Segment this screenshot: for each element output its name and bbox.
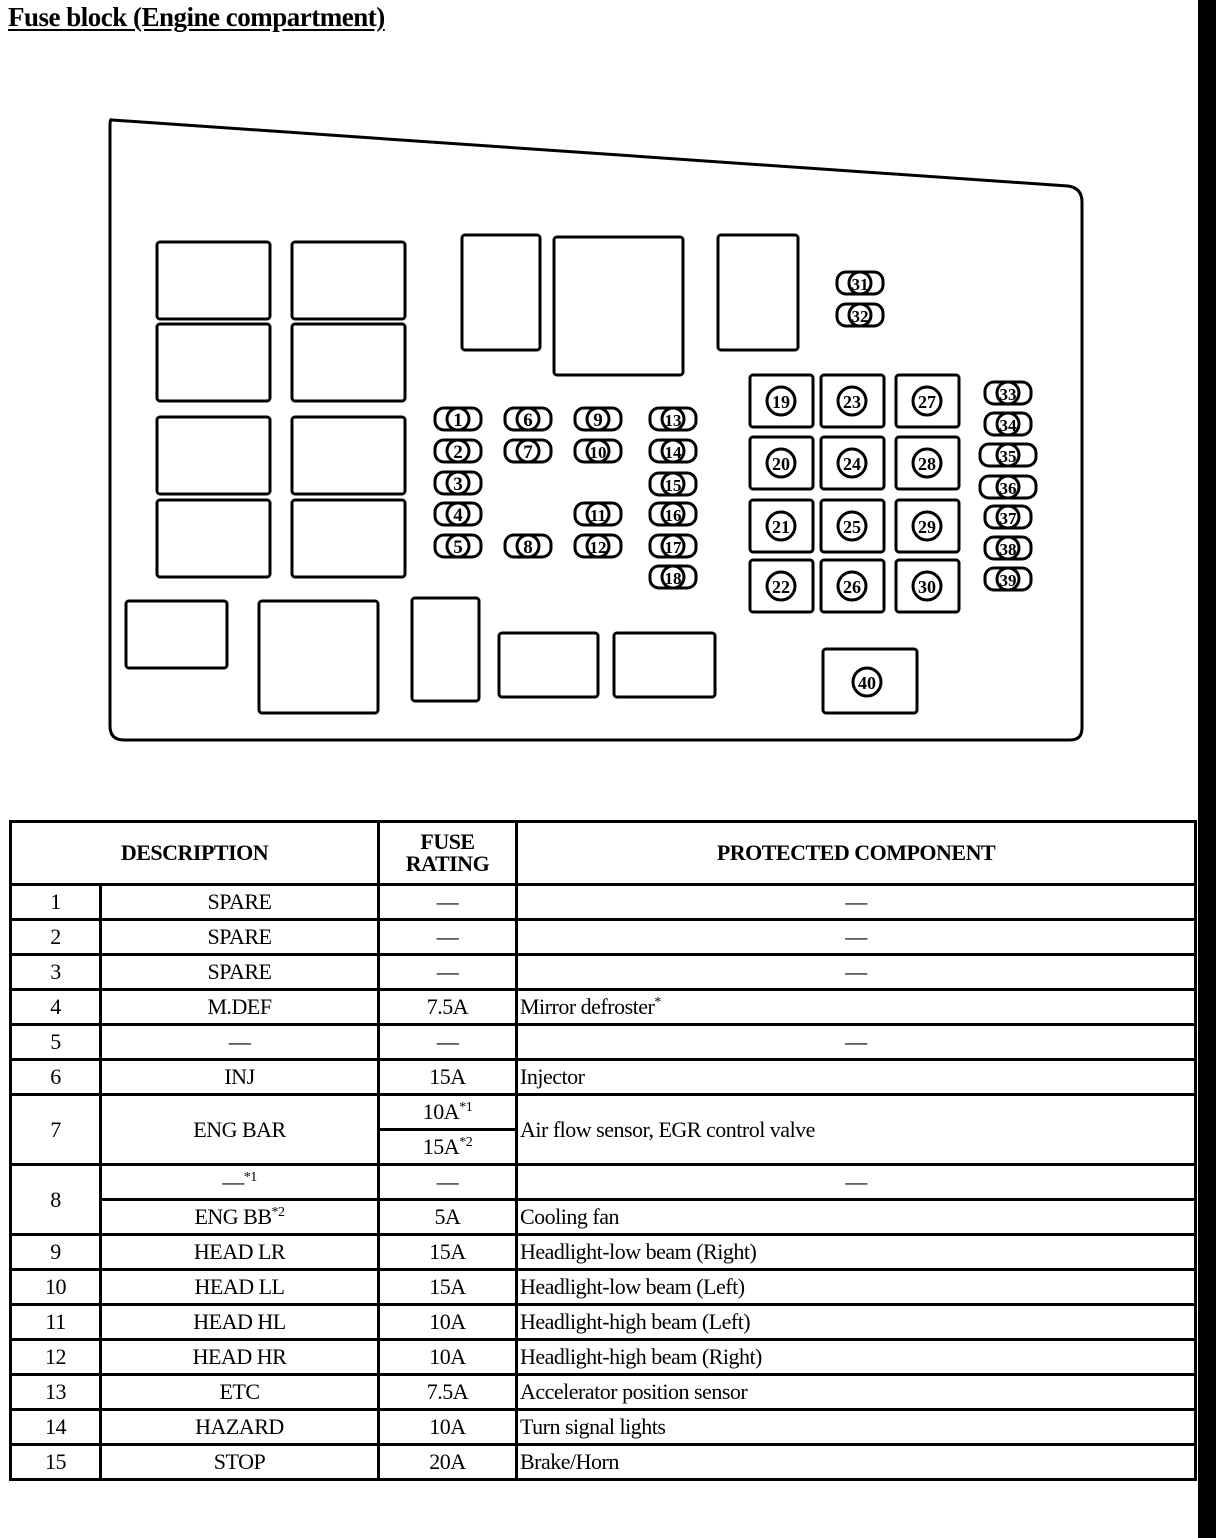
fuse-desc: ETC: [101, 1375, 379, 1410]
fuse-table: [9, 820, 1197, 1481]
fuse-number: 13: [664, 411, 682, 430]
fuse-no: 14: [11, 1410, 101, 1445]
fuse-component: Headlight-low beam (Left): [517, 1270, 1196, 1305]
fuse-rating: —: [379, 1165, 517, 1200]
fuse-component: —: [517, 955, 1196, 990]
fuse-component: Brake/Horn: [517, 1445, 1196, 1480]
fuse-number: 1: [453, 410, 463, 431]
fuse-rating: 10A: [379, 1340, 517, 1375]
fuse-rating: [379, 1095, 517, 1130]
fuse-number: 37: [999, 509, 1017, 528]
fuse-number: 36: [999, 479, 1017, 498]
rating-text: 15A: [422, 1134, 460, 1159]
fuse-number: 12: [589, 538, 607, 557]
table-row: [11, 885, 1196, 920]
fuse-desc: HEAD HR: [101, 1340, 379, 1375]
fuse-component: Turn signal lights: [517, 1410, 1196, 1445]
fuse-component: Injector: [517, 1060, 1196, 1095]
fuse-no: 11: [11, 1305, 101, 1340]
desc-text: —: [222, 1169, 244, 1194]
fuse-15: [650, 473, 696, 495]
fuse-30: [896, 560, 959, 612]
fuse-no: 5: [11, 1025, 101, 1060]
rating-text: 10A: [422, 1099, 460, 1124]
fuse-16: [650, 503, 696, 525]
fuse-number: 4: [453, 505, 463, 526]
relay-box: [126, 601, 227, 668]
fuse-rating: 20A: [379, 1445, 517, 1480]
fuse-number: 20: [772, 454, 790, 474]
table-header-row: [11, 822, 1196, 885]
table-row: [11, 920, 1196, 955]
header-fuse-rating: [379, 822, 517, 885]
fuse-35: [980, 444, 1036, 466]
table-row: [11, 1270, 1196, 1305]
table-row: [11, 1410, 1196, 1445]
fuse-component: Headlight-high beam (Left): [517, 1305, 1196, 1340]
fuse-rating: —: [379, 885, 517, 920]
relay-box: [462, 235, 540, 350]
fuse-23: [821, 375, 884, 427]
fuse-number: 21: [772, 517, 790, 537]
fuse-desc: —: [101, 1025, 379, 1060]
fuse-desc: [101, 1165, 379, 1200]
fuse-desc: ENG BAR: [101, 1095, 379, 1165]
table-row: [11, 1025, 1196, 1060]
fuse-25: [821, 500, 884, 552]
fuse-number: 31: [851, 275, 869, 294]
fuse-number: 7: [523, 442, 533, 463]
fuse-component: Cooling fan: [517, 1200, 1196, 1235]
header-rating-line2: RATING: [405, 851, 490, 876]
fuse-no: 6: [11, 1060, 101, 1095]
table-row: [11, 1375, 1196, 1410]
fuse-21: [750, 500, 813, 552]
relay-box: [554, 237, 683, 375]
table-row: [11, 955, 1196, 990]
fuse-no: 12: [11, 1340, 101, 1375]
fuse-number: 14: [664, 443, 682, 462]
fuse-4: [435, 503, 481, 526]
fuse-number: 39: [999, 571, 1017, 590]
relay-box: [292, 242, 405, 319]
fuse-number: 22: [772, 577, 790, 597]
table-row: [11, 990, 1196, 1025]
fuse-number: 32: [851, 307, 869, 326]
fuse-rating: —: [379, 1025, 517, 1060]
fuse-rating: —: [379, 955, 517, 990]
fuse-number: 38: [999, 540, 1017, 559]
fuse-desc: HEAD HL: [101, 1305, 379, 1340]
component-text: Mirror defroster: [520, 994, 655, 1019]
fuse-8: [505, 535, 551, 558]
fuse-component: [517, 990, 1196, 1025]
fuse-number: 40: [858, 673, 876, 693]
fuse-40: [823, 649, 917, 713]
fuse-number: 33: [999, 385, 1017, 404]
fuse-no: 1: [11, 885, 101, 920]
fuse-number: 19: [772, 392, 790, 412]
fuse-rating: 7.5A: [379, 990, 517, 1025]
fuse-no: 8: [11, 1165, 101, 1235]
fuse-desc: SPARE: [101, 885, 379, 920]
table-row: [11, 1200, 1196, 1235]
fuse-24: [821, 437, 884, 489]
footnote-mark: *2: [271, 1205, 285, 1220]
fuse-number: 26: [843, 577, 861, 597]
relay-box: [292, 500, 405, 577]
table-row: [11, 1060, 1196, 1095]
fuse-no: 15: [11, 1445, 101, 1480]
fuse-no: 7: [11, 1095, 101, 1165]
fuse-rating: 15A: [379, 1270, 517, 1305]
fuse-18: [650, 566, 696, 588]
relay-box: [292, 324, 405, 401]
fuse-component: —: [517, 1165, 1196, 1200]
fuse-number: 10: [589, 443, 607, 462]
fuse-number: 11: [589, 506, 607, 525]
fuse-number: 28: [918, 454, 936, 474]
page-title: Fuse block (Engine compartment): [8, 2, 385, 32]
table-row: [11, 1305, 1196, 1340]
fuse-37: [985, 506, 1031, 528]
fuse-component: Headlight-low beam (Right): [517, 1235, 1196, 1270]
relay-box: [412, 598, 479, 701]
fuse-number: 8: [523, 537, 533, 558]
fuse-rating: 10A: [379, 1410, 517, 1445]
table-row: [11, 1340, 1196, 1375]
fuse-component: —: [517, 1025, 1196, 1060]
fuse-number: 30: [918, 577, 936, 597]
relay-box: [157, 500, 270, 577]
fuse-9: [575, 408, 621, 431]
relay-box: [718, 235, 798, 350]
relay-box: [157, 242, 270, 319]
fuse-number: 5: [453, 537, 463, 558]
fuse-13: [650, 408, 696, 430]
fuse-rating: 7.5A: [379, 1375, 517, 1410]
fuse-14: [650, 440, 696, 462]
fuse-number: 3: [453, 474, 463, 495]
footnote-mark: *1: [243, 1170, 257, 1185]
fuse-2: [435, 440, 481, 463]
fuse-number: 35: [999, 447, 1017, 466]
fuse-desc: [101, 1200, 379, 1235]
fuse-desc: INJ: [101, 1060, 379, 1095]
relay-box: [157, 417, 270, 494]
fuse-component: —: [517, 885, 1196, 920]
fuse-no: 4: [11, 990, 101, 1025]
fuse-rating: [379, 1130, 517, 1165]
fuse-desc: HEAD LL: [101, 1270, 379, 1305]
fuse-no: 13: [11, 1375, 101, 1410]
table-row: [11, 1445, 1196, 1480]
fuse-number: 9: [593, 410, 603, 431]
fuse-number: 16: [664, 506, 682, 525]
fuse-no: 10: [11, 1270, 101, 1305]
fuse-number: 27: [918, 392, 936, 412]
fuse-desc: HAZARD: [101, 1410, 379, 1445]
fuse-rating: 10A: [379, 1305, 517, 1340]
fuse-20: [750, 437, 813, 489]
fuse-number: 25: [843, 517, 861, 537]
footnote-mark: *2: [459, 1135, 473, 1150]
fuse-22: [750, 560, 813, 612]
fuse-component: —: [517, 920, 1196, 955]
relay-box: [292, 417, 405, 494]
fuse-27: [896, 375, 959, 427]
header-description: DESCRIPTION: [11, 822, 379, 885]
fuse-rating: 5A: [379, 1200, 517, 1235]
relay-box: [157, 324, 270, 401]
fuse-10: [575, 440, 621, 462]
fuse-number: 24: [843, 454, 861, 474]
fuse-number: 17: [664, 538, 682, 557]
footnote-mark: *1: [459, 1100, 473, 1115]
fuse-11: [575, 503, 621, 525]
fuse-17: [650, 535, 696, 557]
fuse-3: [435, 472, 481, 495]
fuse-number: 34: [999, 416, 1017, 435]
header-protected-component: PROTECTED COMPONENT: [517, 822, 1196, 885]
footnote-mark: *: [654, 995, 661, 1010]
fuse-desc: SPARE: [101, 920, 379, 955]
fuse-number: 29: [918, 517, 936, 537]
fuse-28: [896, 437, 959, 489]
table-row: [11, 1235, 1196, 1270]
fuse-number: 2: [453, 442, 463, 463]
fuse-number: 6: [523, 410, 533, 431]
table-row: [11, 1165, 1196, 1200]
fuse-32: [837, 304, 883, 326]
fuse-number: 15: [664, 476, 682, 495]
fuse-desc: SPARE: [101, 955, 379, 990]
fuse-31: [837, 272, 883, 294]
fuse-12: [575, 535, 621, 557]
fuse-component: Air flow sensor, EGR control valve: [517, 1095, 1196, 1165]
fuse-29: [896, 500, 959, 552]
fuse-38: [985, 537, 1031, 559]
table-row: [11, 1095, 1196, 1130]
fuse-desc: STOP: [101, 1445, 379, 1480]
fuse-36: [980, 476, 1036, 498]
fuse-33: [985, 382, 1031, 404]
fuse-5: [435, 535, 481, 558]
fuse-34: [985, 413, 1031, 435]
fuse-desc: HEAD LR: [101, 1235, 379, 1270]
fuse-39: [985, 568, 1031, 590]
relay-box: [614, 633, 715, 697]
header-rating-line1: FUSE: [420, 829, 475, 854]
fuse-6: [505, 408, 551, 431]
fuse-no: 3: [11, 955, 101, 990]
fuse-desc: M.DEF: [101, 990, 379, 1025]
fuse-26: [821, 560, 884, 612]
fuse-component: Headlight-high beam (Right): [517, 1340, 1196, 1375]
fuse-number: 23: [843, 392, 861, 412]
fuse-1: [435, 408, 481, 431]
fuse-no: 2: [11, 920, 101, 955]
desc-text: ENG BB: [194, 1204, 272, 1229]
fuse-component: Accelerator position sensor: [517, 1375, 1196, 1410]
fuse-7: [505, 440, 551, 463]
fuse-number: 18: [664, 569, 682, 588]
fuse-rating: 15A: [379, 1060, 517, 1095]
fuse-rating: —: [379, 920, 517, 955]
relay-box: [499, 633, 598, 697]
relay-box: [259, 601, 378, 713]
fuse-no: 9: [11, 1235, 101, 1270]
fuse-rating: 15A: [379, 1235, 517, 1270]
fuse-19: [750, 375, 813, 427]
